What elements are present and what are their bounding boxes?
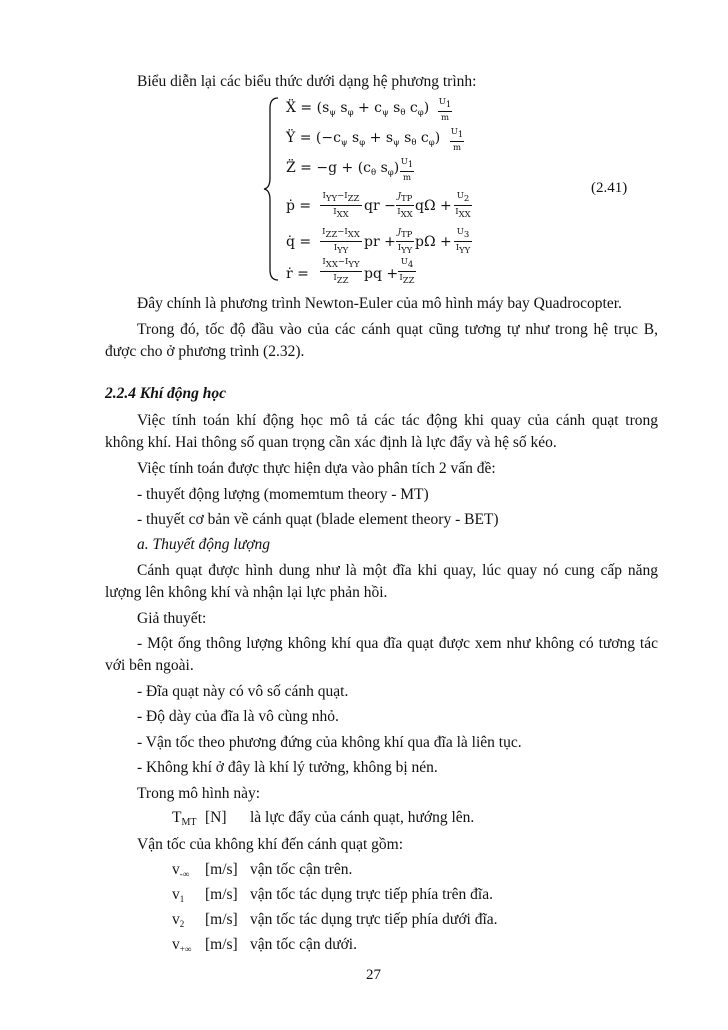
velocity-unit: [m/s] — [205, 911, 238, 928]
assumption-label: Giả thuyết: — [137, 610, 207, 627]
velocity-unit: [m/s] — [205, 936, 238, 953]
velocity-unit: [m/s] — [205, 861, 238, 878]
paragraph-2-line-2: không khí. Hai thông số quan trọng cần xác định là lực đẩy và hệ số kéo. — [105, 434, 557, 451]
list-item-bet: - thuyết cơ bản về cánh quạt (blade element theory - BET) — [137, 511, 499, 528]
equation-p — [286, 198, 311, 214]
equation-q-lhs: q̇ = — [286, 234, 312, 250]
paragraph-3: Việc tính toán được thực hiện dựa vào phân tích 2 vấn đề: — [137, 460, 496, 477]
thrust-unit: [N] — [205, 809, 227, 826]
equation-number: (2.41) — [591, 180, 628, 196]
left-brace — [262, 96, 280, 282]
assumption-2: - Đĩa quạt này có vô số cánh quạt. — [137, 683, 349, 700]
frac-u4-izz: U4 IZZ — [399, 257, 415, 286]
frac-u1-m-y: U1 m — [450, 127, 464, 153]
velocity-description: vận tốc cận trên. — [250, 861, 353, 878]
assumption-4: - Vận tốc theo phương đứng của không khí qua đĩa là liên tục. — [137, 734, 522, 751]
assumption-1-line-2: với bên ngoài. — [105, 657, 194, 674]
assumption-5: - Không khí ở đây là khí lý tưởng, không bị nén. — [137, 759, 438, 776]
equation-p-lhs: ṗ = — [286, 198, 312, 214]
intro-text: Biểu diễn lại các biểu thức dưới dạng hệ phương trình: — [137, 73, 477, 90]
paragraph-4-line-1: Cánh quạt được hình dung như là một đĩa khi quay, lúc quay nó cung cấp năng — [137, 562, 658, 579]
velocity-symbol: $v_2$ — [172, 911, 185, 929]
q-terms-2: pΩ + — [415, 234, 452, 250]
subheading-a: a. Thuyết động lượng — [137, 536, 270, 553]
velocity-symbol: $v_1$ — [172, 886, 185, 904]
q-terms: pr + — [364, 234, 396, 250]
frac-jtp-ixx: JTP IXX — [397, 191, 413, 220]
p-terms-2: qΩ + — [415, 198, 452, 214]
model-label: Trong mô hình này: — [137, 785, 261, 802]
frac-u3-iyy: U3 IYY — [455, 227, 471, 256]
newton-euler-sentence: Đây chính là phương trình Newton-Euler của mô hình máy bay Quadrocopter. — [137, 295, 622, 312]
equation-z: Z̈ = $-g + (c_\theta$ $s_\varphi$) — [286, 160, 400, 178]
thrust-description: là lực đẩy của cánh quạt, hướng lên. — [250, 809, 475, 826]
list-item-mt: - thuyết động lượng (momemtum theory - MT) — [137, 486, 429, 503]
frac-ixx-iyy-izz: IXX−IYY IZZ — [320, 257, 362, 286]
frac-u2-ixx: U2 IXX — [455, 191, 471, 220]
paragraph-4-line-2: lượng lên không khí và nhận lại lực phản hồi. — [105, 584, 388, 601]
assumption-1-line-1: - Một ống thông lượng không khí qua đĩa quạt được xem như không có tương tác — [137, 635, 658, 652]
equation-z-lhs: Z̈ = — [286, 160, 312, 176]
equation-x: Ẍ = ($s_\psi$ $s_\varphi + c_\psi$ $s_\theta$ $c_\varphi$) — [286, 100, 430, 118]
frac-iyy-izz-ixx: IYY−IZZ IXX — [320, 191, 362, 220]
paragraph-1-line-2: được cho ở phương trình (2.32). — [105, 343, 305, 360]
thrust-symbol: $T_{MT}$ — [172, 809, 197, 828]
equation-x-lhs: Ẍ = — [286, 100, 313, 116]
page-number: 27 — [366, 967, 381, 983]
frac-jtp-iyy: JTP IYY — [397, 227, 413, 256]
velocity-description: vận tốc cận dưới. — [250, 936, 357, 953]
equation-y: Ÿ = ($-c_\psi$ $s_\varphi + s_\psi$ $s_\theta$ $c_\varphi$) — [286, 130, 441, 148]
velocity-unit: [m/s] — [205, 886, 238, 903]
r-terms: pq + — [364, 266, 399, 282]
frac-u1-m-z: U1 m — [400, 157, 414, 183]
equation-y-lhs: Ÿ = — [286, 130, 312, 146]
velocity-description: vận tốc tác dụng trực tiếp phía dưới đĩa. — [250, 911, 498, 928]
velocity-description: vận tốc tác dụng trực tiếp phía trên đĩa. — [250, 886, 493, 903]
velocity-label: Vận tốc của không khí đến cánh quạt gồm: — [137, 836, 404, 853]
frac-izz-ixx-iyy: IZZ−IXX IYY — [320, 227, 362, 256]
assumption-3: - Độ dày của đĩa là vô cùng nhỏ. — [137, 708, 339, 725]
section-heading: 2.2.4 Khí động học — [105, 385, 227, 402]
velocity-symbol: $v_{+\infty}$ — [172, 936, 192, 954]
frac-u1-m-x: U1 m — [438, 97, 452, 123]
p-terms: qr − — [364, 198, 396, 214]
equation-q — [286, 234, 311, 250]
paragraph-2-line-1: Việc tính toán khí động học mô tả các tác động khi quay của cánh quạt trong — [137, 412, 658, 429]
equation-r-lhs: ṙ = — [286, 266, 309, 282]
paragraph-1-line-1: Trong đó, tốc độ đầu vào của các cánh quạt cũng tương tự như trong hệ trục B, — [137, 321, 658, 338]
velocity-symbol: $v_{-\infty}$ — [172, 861, 190, 879]
equation-r — [286, 266, 309, 282]
